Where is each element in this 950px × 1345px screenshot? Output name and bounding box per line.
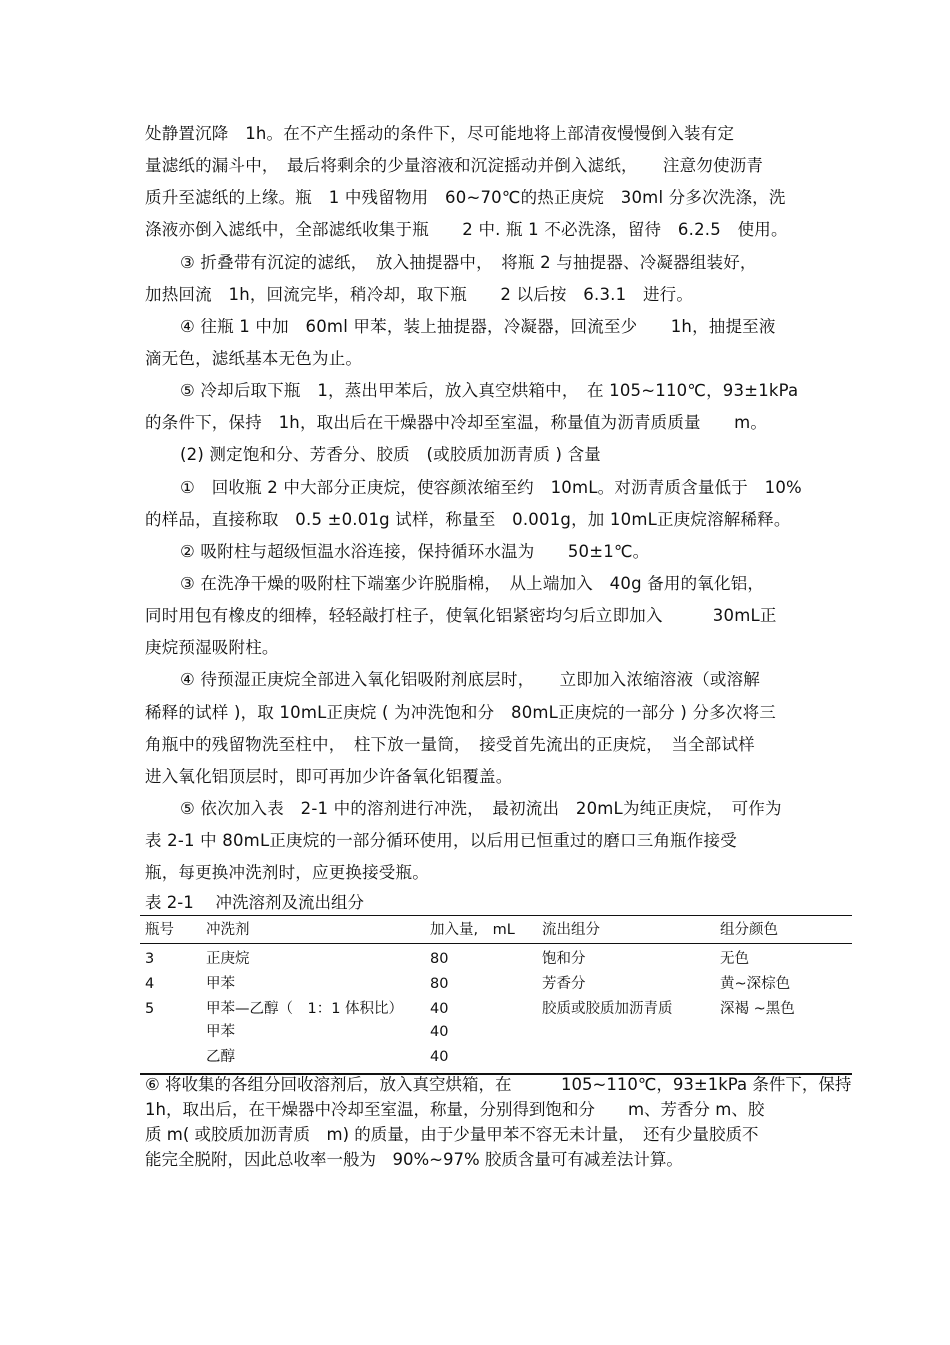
paragraph-line: 涤液亦倒入滤纸中，全部滤纸收集于瓶 2 中. 瓶 1 不必洗涤，留待 6.2.5 使用。 [145,220,788,239]
table-cell: 黄~深棕色 [720,976,791,992]
paragraph-line: 量滤纸的漏斗中， 最后将剩余的少量溶液和沉淀摇动并倒入滤纸， 注意勿使沥青 [145,156,764,175]
table-header [140,916,852,944]
paragraph-line: 的条件下，保持 1h，取出后在干燥器中冷却至室温，称量值为沥青质质量 m。 [145,413,768,432]
paragraph-line: 角瓶中的残留物洗至柱中， 柱下放一量筒， 接受首先流出的正庚烷， 当全部试样 [145,735,755,754]
paragraph-line: 的样品，直接称取 0.5 ±0.01g 试样，称量至 0.001g，加 10mL正庚烷溶解稀释。 [145,510,791,529]
table-cell: 40 [430,1049,449,1065]
table-cell: 80 [430,976,449,992]
footer-line: 1h，取出后，在干燥器中冷却至室温，称量，分别得到饱和分 m、芳香分 m、胶 [145,1100,765,1119]
paragraph-line: 滴无色，滤纸基本无色为止。 [145,349,363,368]
table-caption: 表 2-1 冲洗溶剂及流出组分 [145,893,364,912]
paragraph-line: ① 回收瓶 2 中大部分正庚烷，使容颜浓缩至约 10mL。对沥青质含量低于 10% [180,478,802,497]
paragraph-line: ③ 在洗净干燥的吸附柱下端塞少许脱脂棉， 从上端加入 40g 备用的氧化铝， [180,574,765,593]
header-cell: 瓶号 [145,922,174,938]
paragraph-line: 同时用包有橡皮的细棒，轻轻敲打柱子，使氧化铝紧密均匀后立即加入 30mL正 [145,606,777,625]
table-cell: 乙醇 [206,1049,235,1065]
solvent-table [140,915,852,1075]
table-cell: 5 [145,1001,155,1017]
table-cell: 40 [430,1024,449,1040]
table-cell: 4 [145,976,155,992]
table-cell: 胶质或胶质加沥青质 [542,1001,673,1017]
paragraph-line: 质升至滤纸的上缘。瓶 1 中残留物用 60~70℃的热正庚烷 30ml 分多次洗涤，洗 [145,188,786,207]
paragraph-line: ③ 折叠带有沉淀的滤纸， 放入抽提器中， 将瓶 2 与抽提器、冷凝器组装好， [180,253,757,272]
paragraph-line: 进入氧化铝顶层时，即可再加少许备氧化铝覆盖。 [145,767,513,786]
paragraph-line: ⑤ 依次加入表 2-1 中的溶剂进行冲洗， 最初流出 20mL为纯正庚烷， 可作为 [180,799,782,818]
paragraph-line: (2) 测定饱和分、芳香分、胶质 (或胶质加沥青质 ) 含量 [180,445,601,464]
paragraph-line: 稀释的试样 )，取 10mL正庚烷 ( 为冲洗饱和分 80mL正庚烷的一部分 ) 分多次将三 [145,703,777,722]
paragraph-line: 加热回流 1h，回流完毕，稍冷却，取下瓶 2 以后按 6.3.1 进行。 [145,285,694,304]
header-cell: 流出组分 [542,922,600,938]
paragraph-line: 瓶，每更换冲洗剂时，应更换接受瓶。 [145,863,429,882]
paragraph-line: 表 2-1 中 80mL正庚烷的一部分循环使用，以后用已恒重过的磨口三角瓶作接受 [145,831,737,850]
table-cell: 正庚烷 [206,951,250,967]
paragraph-line: ④ 待预湿正庚烷全部进入氧化铝吸附剂底层时， 立即加入浓缩溶液（或溶解 [180,670,760,689]
table-cell: 芳香分 [542,976,586,992]
table-cell: 80 [430,951,449,967]
header-cell: 加入量, mL [430,922,515,938]
table-cell: 无色 [720,951,749,967]
header-cell: 冲洗剂 [206,922,250,938]
table-cell: 3 [145,951,155,967]
paragraph-line: 处静置沉降 1h。在不产生摇动的条件下，尽可能地将上部清夜慢慢倒入装有定 [145,124,735,143]
table-cell: 甲苯—乙醇（ 1：1 体积比） [206,1001,404,1017]
table-cell: 甲苯 [206,976,235,992]
footer-line: 质 m( 或胶质加沥青质 m) 的质量，由于少量甲苯不容无未计量， 还有少量胶质不 [145,1125,759,1144]
paragraph-line: 庚烷预湿吸附柱。 [145,638,279,657]
table-cell: 饱和分 [542,951,586,967]
table-cell: 深褐 ~黑色 [720,1001,795,1017]
table-cell: 甲苯 [206,1024,235,1040]
footer-line: 能完全脱附，因此总收率一般为 90%~97% 胶质含量可有减差法计算。 [145,1150,683,1169]
footer-line: ⑥ 将收集的各组分回收溶剂后，放入真空烘箱，在 105~110℃，93±1kPa 条件下，保持 [145,1075,852,1094]
paragraph-line: ⑤ 冷却后取下瓶 1，蒸出甲苯后，放入真空烘箱中， 在 105~110℃，93±1kPa [180,381,799,400]
paragraph-line: ④ 往瓶 1 中加 60ml 甲苯，装上抽提器，冷凝器，回流至少 1h，抽提至液 [180,317,776,336]
paragraph-line: ② 吸附柱与超级恒温水浴连接，保持循环水温为 50±1℃。 [180,542,650,561]
table-cell: 40 [430,1001,449,1017]
header-cell: 组分颜色 [720,922,778,938]
